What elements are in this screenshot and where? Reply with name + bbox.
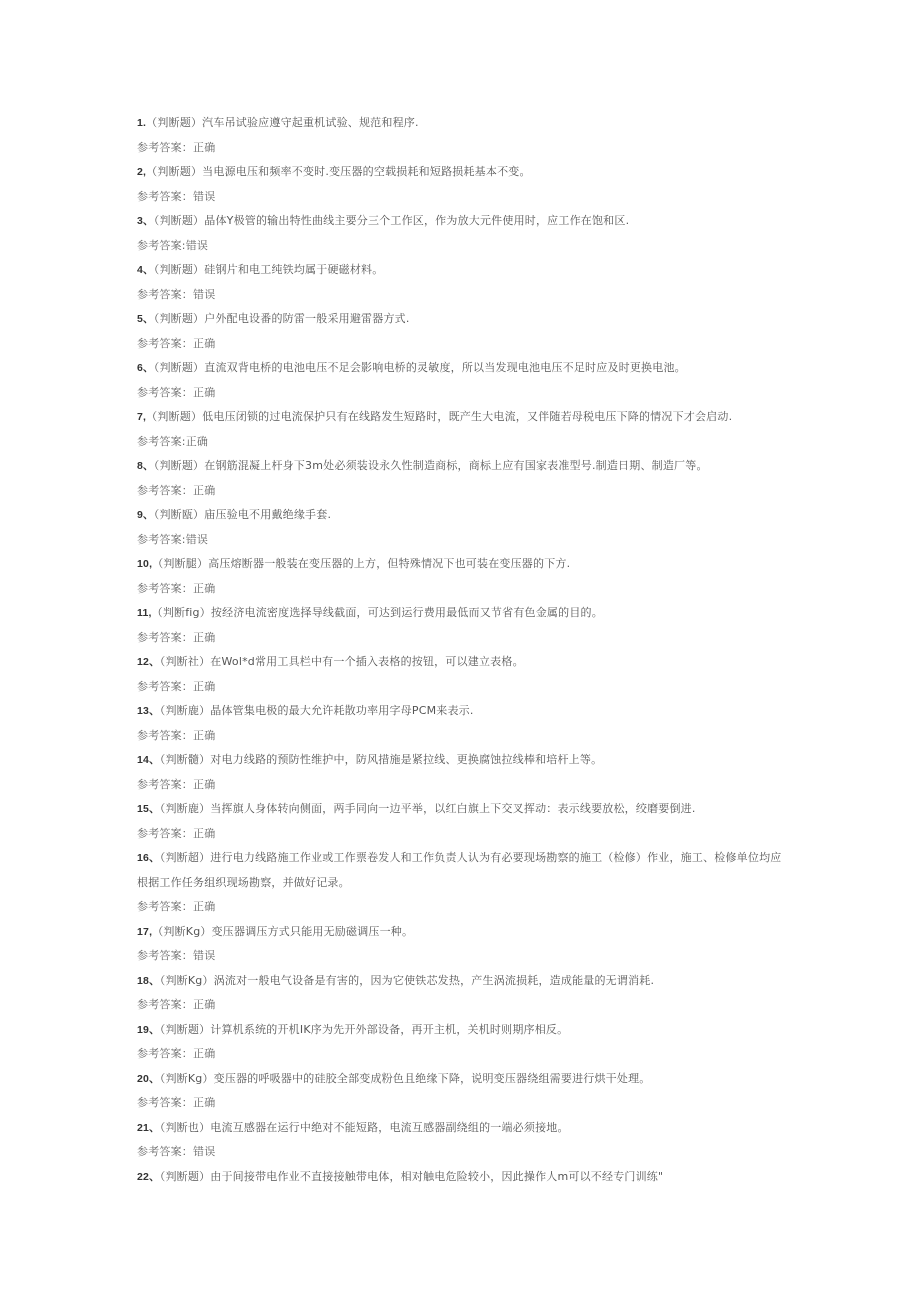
answer-line: 参考答案：正确 <box>137 679 216 693</box>
question-text: （判断也）电流互感器在运行中绝对不能短路，电流互感器副绕组的一端必须接地。 <box>159 1120 569 1134</box>
question-item <box>137 307 787 332</box>
question-list <box>137 111 787 1189</box>
question-text: （判断Kg）变压器调压方式只能用无励磁调压一种。 <box>152 924 414 938</box>
question-item <box>137 552 787 577</box>
answer-line: 参考答案：正确 <box>137 630 216 644</box>
question-text: （判断题）当电源电压和频率不变时.变压器的空载损耗和短路损耗基本不变。 <box>146 165 531 178</box>
question-item <box>137 1165 787 1190</box>
question-item <box>137 699 787 724</box>
question-text: （判断瓯）庙压验电不用戴绝缘手套. <box>153 508 332 521</box>
question-number: 10, <box>137 558 153 570</box>
question-number: 20、 <box>137 1072 160 1085</box>
question-number: 1. <box>137 117 147 129</box>
question-number: 9、 <box>137 509 154 521</box>
answer-line: 参考答案：正确 <box>137 826 216 840</box>
answer-line: 参考答案:错误 <box>137 532 209 546</box>
answer-line: 参考答案：错误 <box>137 189 216 203</box>
answer-line: 参考答案:错误 <box>137 238 209 252</box>
question-item <box>137 1067 787 1092</box>
answer-line: 参考答案：正确 <box>137 336 216 350</box>
question-text: （判断Kg）涡流对一般电气设备是有害的，因为它使铁芯发热，产生涡流损耗，造成能量的无谓消耗. <box>159 973 655 987</box>
answer-line: 参考答案：正确 <box>137 581 216 595</box>
answer-line: 参考答案:正确 <box>137 434 209 448</box>
question-text: （判断题）晶体Y极管的输出特性曲线主要分三个工作区，作为放大元件使用时，应工作在饱和区. <box>153 214 630 227</box>
question-item <box>137 454 787 479</box>
question-number: 7, <box>137 411 147 423</box>
question-number: 2, <box>137 166 147 178</box>
answer-line: 参考答案：正确 <box>137 385 216 399</box>
question-number: 5、 <box>137 313 154 325</box>
question-number: 3、 <box>137 215 154 227</box>
question-number: 16、 <box>137 852 160 864</box>
question-item <box>137 258 787 283</box>
question-item <box>137 503 787 528</box>
answer-line: 参考答案：正确 <box>137 728 216 742</box>
question-text: （判断鹿）当挥旗人身体转向侧面，两手同向一边平举，以红白旗上下交叉挥动：表示线要放松，绞磨要倒进. <box>159 802 696 815</box>
answer-line: 参考答案：错误 <box>137 1145 216 1158</box>
question-text: （判断题）计算机系统的开机IK序为先开外部设备，再开主机，关机时则期序相反。 <box>159 1022 569 1036</box>
answer-line: 参考答案：正确 <box>137 998 216 1011</box>
question-number: 17, <box>137 925 153 938</box>
question-text: （判断社）在Wol*d常用工具栏中有一个插入表格的按钮，可以建立表格。 <box>159 655 524 668</box>
question-number: 14、 <box>137 754 160 766</box>
question-item <box>137 160 787 185</box>
question-number: 8、 <box>137 460 154 472</box>
question-text: （判断题）直流双背电桥的电池电压不足会影响电桥的灵敏度，所以当发现电池电压不足时应及时更换电池。 <box>153 361 686 374</box>
question-item <box>137 209 787 234</box>
question-number: 22、 <box>137 1170 160 1183</box>
question-number: 12、 <box>137 656 160 668</box>
question-text: （判断题）硅钢片和电工纯铁均属于硬磁材料。 <box>153 263 384 276</box>
question-text: （判断超）进行电力线路施工作业或工作票卷发人和工作负责人认为有必要现场勘察的施工（检修）作业，施工、检修单位均应根据工作任务组织现场勘察，并做好记录。 <box>137 851 782 889</box>
answer-line: 参考答案：正确 <box>137 1047 216 1060</box>
answer-line: 参考答案：正确 <box>137 140 216 154</box>
question-number: 13、 <box>137 705 160 717</box>
question-number: 4、 <box>137 264 154 276</box>
question-number: 15、 <box>137 803 160 815</box>
question-text: （判断题）户外配电设番的防雷一般采用避雷器方式. <box>153 312 410 325</box>
question-item <box>137 601 787 626</box>
question-item <box>137 405 787 430</box>
question-item <box>137 920 787 945</box>
question-item <box>137 111 787 136</box>
answer-line: 参考答案：正确 <box>137 1096 216 1109</box>
question-text: （判断fig）按经济电流密度选择导线截面，可达到运行费用最低而又节省有色金属的目的。 <box>151 606 603 619</box>
question-text: （判断髓）对电力线路的预防性维护中，防风措施是紧拉线、更换腐蚀拉线棒和培杆上等。 <box>159 753 603 766</box>
question-number: 6、 <box>137 362 154 374</box>
question-item <box>137 1018 787 1043</box>
question-item <box>137 969 787 994</box>
question-number: 21、 <box>137 1121 160 1134</box>
answer-line: 参考答案：正确 <box>137 483 216 497</box>
question-text: （判断题）在钢筋混凝上杆身下3m处必须装设永久性制造商标，商标上应有国家表准型号.制造日期、制造厂等。 <box>153 459 708 472</box>
question-text: （判断题）汽车吊试验应遵守起重机试验、规范和程序. <box>146 116 419 129</box>
question-text: （判断Kg）变压器的呼吸器中的硅胶全部变成粉色且绝缘下降，说明变压器绕组需要进行烘干处理。 <box>159 1071 651 1085</box>
question-item <box>137 650 787 675</box>
question-text: （判断题）由于间接带电作业不直接接触带电体，相对触电危险较小，因此操作人m可以不经专门训练" <box>159 1169 664 1183</box>
answer-line: 参考答案：正确 <box>137 900 216 913</box>
question-number: 11, <box>137 607 152 619</box>
question-text: （判断鹿）晶体管集电极的最大允许耗散功率用字母PCM来表示. <box>159 704 474 717</box>
question-item <box>137 1116 787 1141</box>
question-item <box>137 356 787 381</box>
question-text: （判断腿）高压熔断器一般装在变压器的上方，但特殊情况下也可装在变压器的下方. <box>152 557 571 570</box>
question-item <box>137 846 787 895</box>
answer-line: 参考答案：错误 <box>137 949 216 962</box>
answer-line: 参考答案：错误 <box>137 287 216 301</box>
question-number: 19、 <box>137 1023 160 1036</box>
question-item <box>137 748 787 773</box>
answer-line: 参考答案：正确 <box>137 777 216 791</box>
question-item <box>137 797 787 822</box>
question-number: 18、 <box>137 974 160 987</box>
question-text: （判断题）低电压闭锁的过电流保护只有在线路发生短路时，既产生大电流，又伴随若母税电压下降的情况下才会启动. <box>146 410 733 423</box>
